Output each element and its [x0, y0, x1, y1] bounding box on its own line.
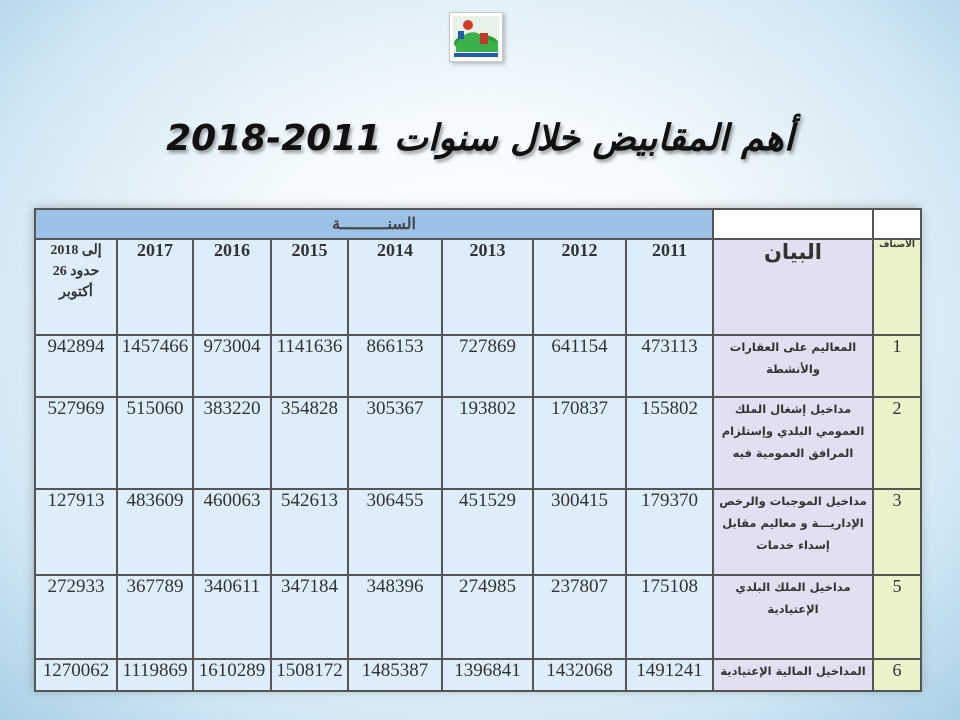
cell-2011: 155802: [626, 397, 713, 489]
header-2014: 2014: [348, 239, 442, 335]
cell-2013: 451529: [442, 489, 533, 575]
slide-title: أهم المقابيض خلال سنوات 2011-2018: [166, 118, 794, 159]
cell-2013: 727869: [442, 335, 533, 397]
cell-2013: 1396841: [442, 659, 533, 691]
row-index: 5: [873, 575, 921, 659]
cell-2014: 348396: [348, 575, 442, 659]
cell-2014: 1485387: [348, 659, 442, 691]
municipality-logo: [449, 12, 503, 62]
header-description: البيان: [713, 239, 873, 335]
row-index: 6: [873, 659, 921, 691]
cell-2013: 193802: [442, 397, 533, 489]
cell-2015: 1508172: [271, 659, 348, 691]
header-2015: 2015: [271, 239, 348, 335]
header-2013: 2013: [442, 239, 533, 335]
cell-2014: 866153: [348, 335, 442, 397]
cell-2012: 170837: [533, 397, 626, 489]
cell-2011: 175108: [626, 575, 713, 659]
cell-2016: 383220: [193, 397, 271, 489]
header-2016: 2016: [193, 239, 271, 335]
table-row: [35, 397, 921, 489]
cell-2014: 305367: [348, 397, 442, 489]
cell-2015: 542613: [271, 489, 348, 575]
row-index: 3: [873, 489, 921, 575]
cell-2018: 527969: [35, 397, 117, 489]
row-description: مداخيل الملك البلدي الإعتيادية: [713, 575, 873, 659]
cell-2018: 272933: [35, 575, 117, 659]
header-2017: 2017: [117, 239, 193, 335]
header-2011: 2011: [626, 239, 713, 335]
municipality-logo-icon: [450, 13, 502, 61]
table-row: [35, 575, 921, 659]
revenue-table-container: [34, 208, 920, 690]
year-band-header: السنــــــــــة: [35, 209, 713, 239]
cell-2015: 347184: [271, 575, 348, 659]
cell-2018: 127913: [35, 489, 117, 575]
blank-cell: [713, 209, 873, 239]
table-header-row: [35, 239, 921, 335]
cell-2018: 1270062: [35, 659, 117, 691]
row-description: المعاليم على العقارات والأنشطة: [713, 335, 873, 397]
cell-2011: 473113: [626, 335, 713, 397]
table-row: [35, 335, 921, 397]
cell-2018: 942894: [35, 335, 117, 397]
blank-cell: [873, 209, 921, 239]
row-index: 1: [873, 335, 921, 397]
cell-2012: 237807: [533, 575, 626, 659]
cell-2015: 354828: [271, 397, 348, 489]
row-description: المداخيل المالية الإعتيادية: [713, 659, 873, 691]
cell-2013: 274985: [442, 575, 533, 659]
row-index: 2: [873, 397, 921, 489]
cell-2017: 1119869: [117, 659, 193, 691]
cell-2011: 1491241: [626, 659, 713, 691]
row-description: مداخيل إشغال الملك العمومي البلدي وإستلزام المرافق العمومية فيه: [713, 397, 873, 489]
cell-2012: 641154: [533, 335, 626, 397]
row-description: مداخيل الموجبات والرخص الإداريـــة و معاليم مقابل إسداء خدمات: [713, 489, 873, 575]
header-category: الأصناف: [873, 239, 921, 335]
revenue-table: [34, 208, 922, 692]
cell-2015: 1141636: [271, 335, 348, 397]
cell-2012: 1432068: [533, 659, 626, 691]
header-2018: 2018 إلى حدود 26 أكتوبر: [35, 239, 117, 335]
cell-2016: 460063: [193, 489, 271, 575]
table-row: [35, 659, 921, 691]
cell-2012: 300415: [533, 489, 626, 575]
cell-2017: 483609: [117, 489, 193, 575]
cell-2016: 1610289: [193, 659, 271, 691]
cell-2016: 340611: [193, 575, 271, 659]
cell-2014: 306455: [348, 489, 442, 575]
cell-2017: 515060: [117, 397, 193, 489]
table-row: [35, 489, 921, 575]
cell-2017: 367789: [117, 575, 193, 659]
table-band-row: [35, 209, 921, 239]
cell-2011: 179370: [626, 489, 713, 575]
cell-2017: 1457466: [117, 335, 193, 397]
cell-2016: 973004: [193, 335, 271, 397]
header-2012: 2012: [533, 239, 626, 335]
